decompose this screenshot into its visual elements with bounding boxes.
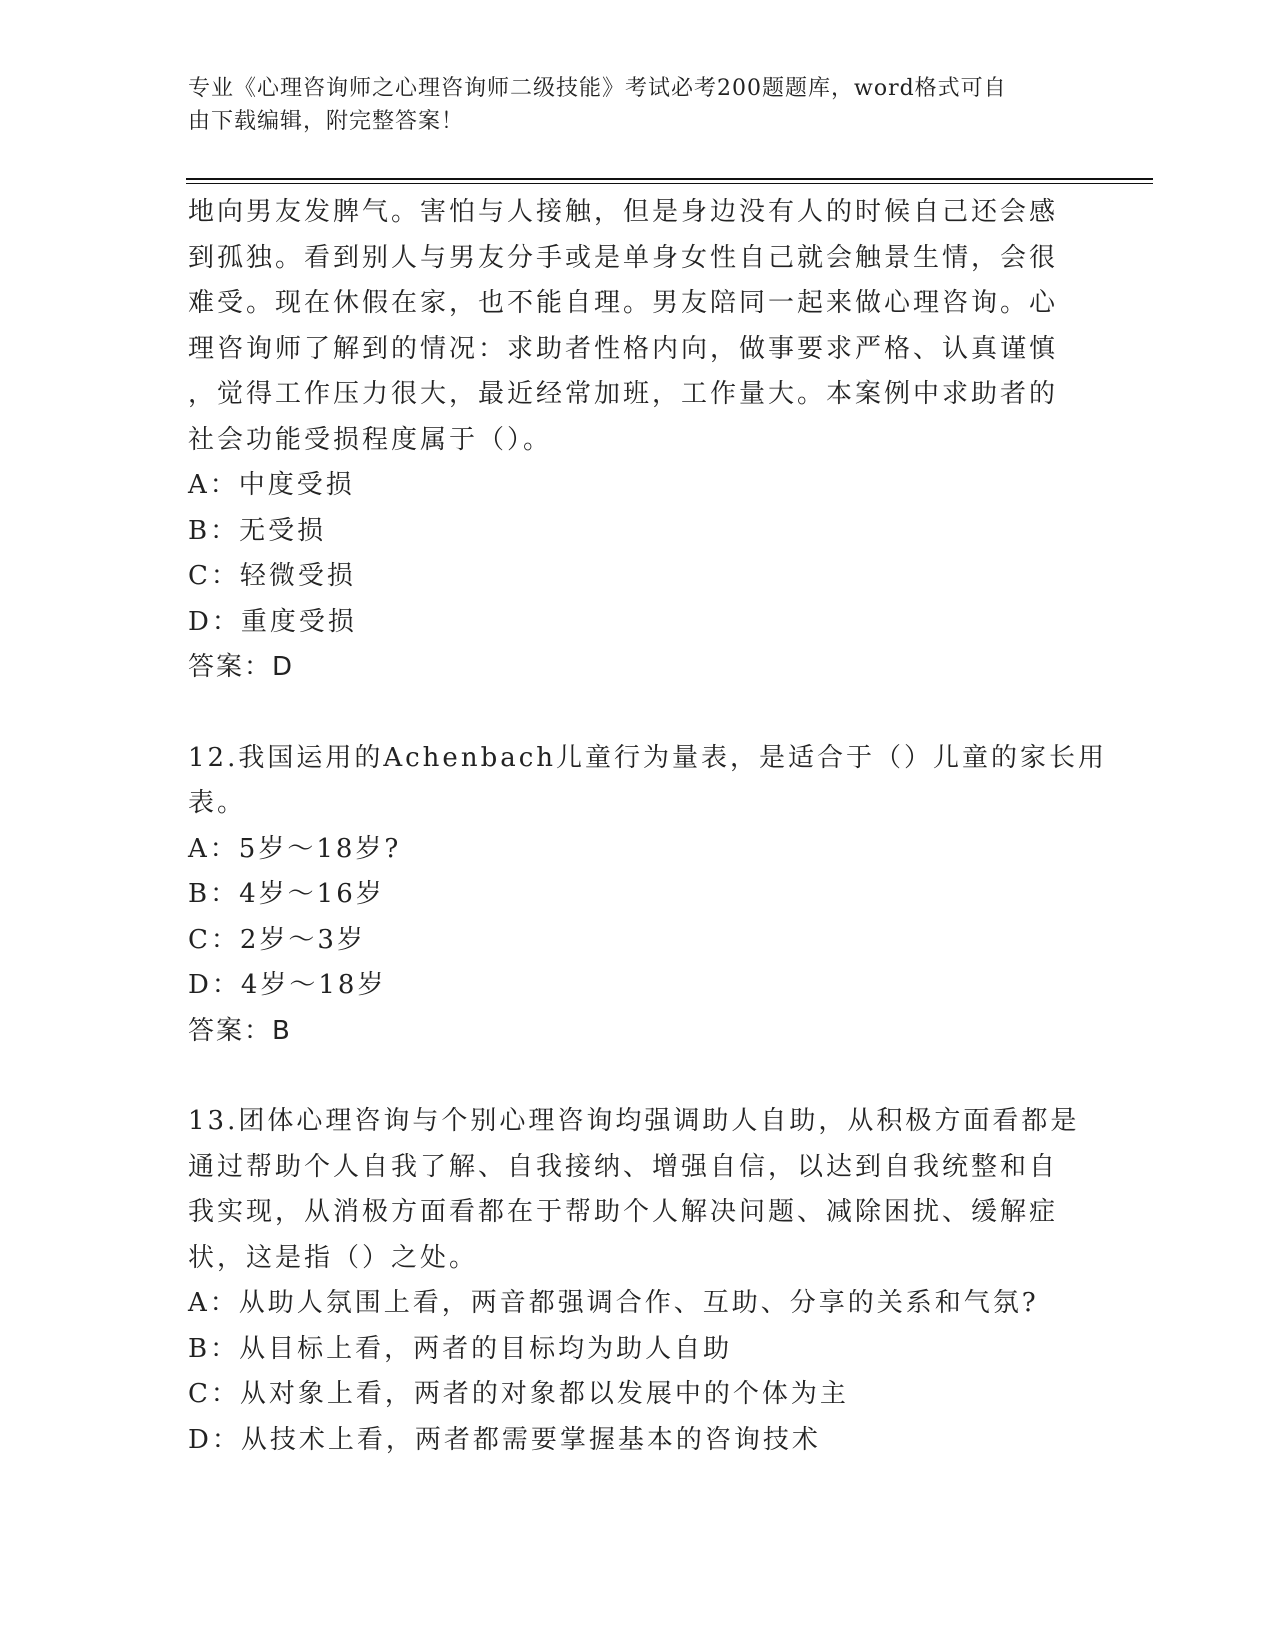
option-b: B：无受损 [188,515,327,546]
option-b: B：4岁～16岁 [188,879,385,909]
option-c: C：轻微受损 [188,561,356,591]
question-13 [188,1099,1088,1463]
option-a: A：从助人氛围上看，两音都强调合作、互助、分享的关系和气氛? [188,1288,1039,1318]
header-line-2: 由下载编辑，附完整答案！ [188,109,465,134]
question-text-line: 到孤独。看到别人与男友分手或是单身女性自己就会触景生情，会很 [188,242,1059,273]
question-text-line: 表。 [188,788,247,818]
question-text-line: 理咨询师了解到的情况：求助者性格内向，做事要求严格、认真谨慎 [188,333,1059,364]
option-a: A：中度受损 [188,470,355,500]
option-d: D：从技术上看，两者都需要掌握基本的咨询技术 [188,1424,821,1455]
question-text-line: 13.团体心理咨询与个别心理咨询均强调助人自助，从积极方面看都是 [188,1106,1080,1136]
option-c: C：2岁～3岁 [188,924,366,955]
header-rule-thin [186,183,1153,184]
question-text-line: 难受。现在休假在家，也不能自理。男友陪同一起来做心理咨询。心 [188,288,1059,318]
page-header [188,72,1068,138]
spacer [188,1054,1088,1099]
question-12 [188,736,1108,1055]
question-text-line: ，觉得工作压力很大，最近经常加班，工作量大。本案例中求助者的 [188,379,1059,409]
answer-line: 答案：B [188,1015,292,1046]
option-b: B：从目标上看，两者的目标均为助人自助 [188,1333,733,1364]
question-text-line: 通过帮助个人自我了解、自我接纳、增强自信，以达到自我统整和自 [188,1151,1059,1182]
option-d: D：4岁～18岁 [188,970,387,1000]
option-d: D：重度受损 [188,606,357,637]
header-line-1: 专业《心理咨询师之心理咨询师二级技能》考试必考200题题库，word格式可自 [188,76,1007,101]
spacer [188,691,1088,736]
question-text-line: 12.我国运用的Achenbach儿童行为量表，是适合于（）儿童的家长用 [188,742,1108,773]
answer-line: 答案：D [188,652,295,682]
question-text-line: 社会功能受损程度属于（）。 [188,424,553,455]
question-text-line: 地向男友发脾气。害怕与人接触，但是身边没有人的时候自己还会感 [188,197,1059,227]
document-body [188,190,1108,1463]
question-11 [188,190,1088,691]
option-c: C：从对象上看，两者的对象都以发展中的个体为主 [188,1379,849,1409]
option-a: A：5岁～18岁? [188,833,402,864]
question-text-line: 我实现，从消极方面看都在于帮助个人解决问题、减除困扰、缓解症 [188,1197,1059,1227]
header-rule-thick [186,178,1153,180]
question-text-line: 状，这是指（）之处。 [188,1242,479,1273]
